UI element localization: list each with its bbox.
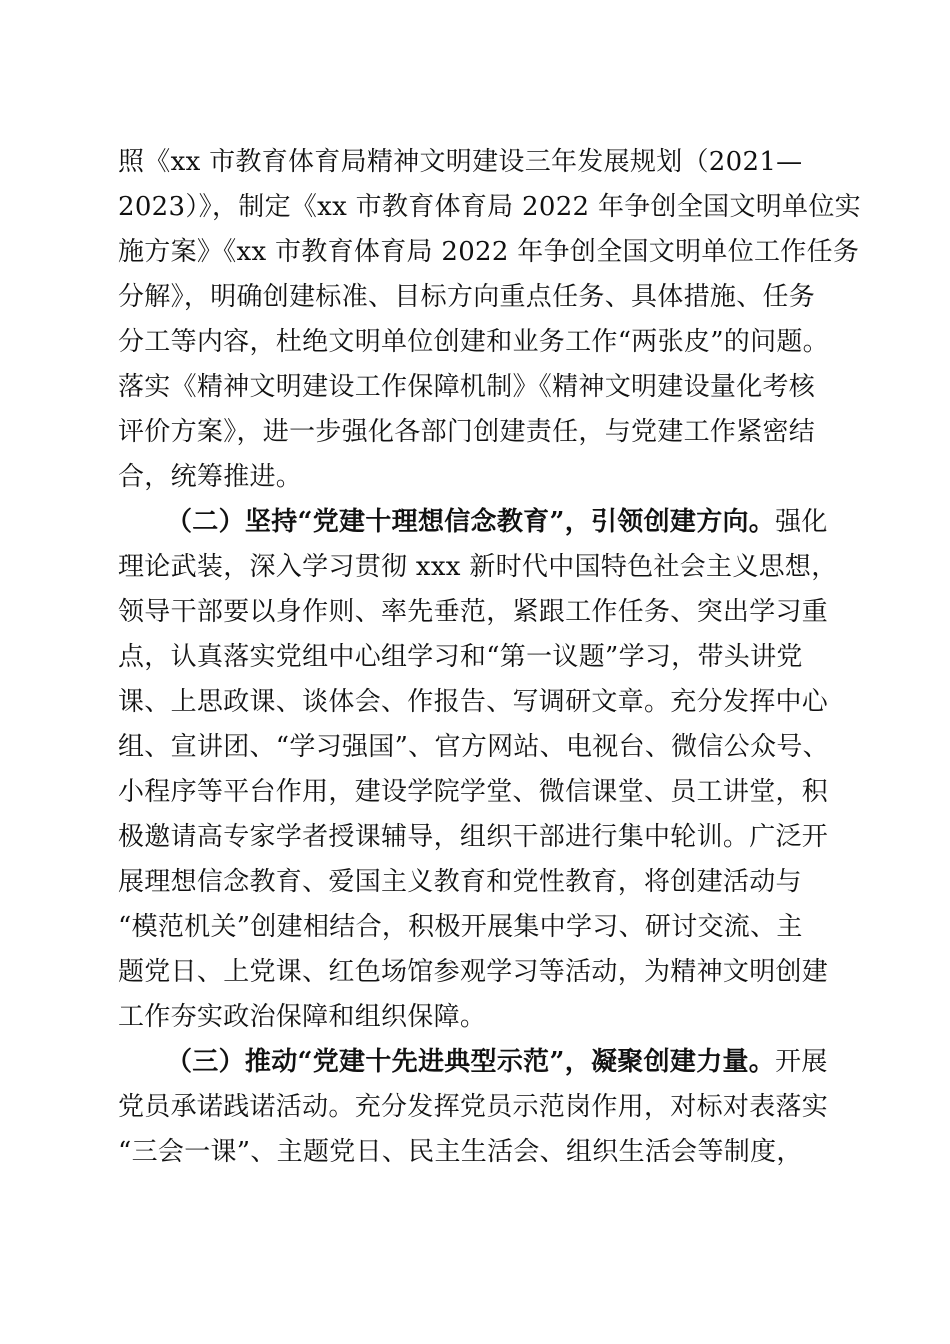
paragraph-1 (118, 140, 861, 500)
text-line: 照《xx 市教育体育局精神文明建设三年发展规划（2021— (118, 147, 803, 177)
text-segment: 强化 (775, 507, 828, 537)
text-line: 课、上思政课、谈体会、作报告、写调研文章。充分发挥中心 (118, 687, 829, 717)
text-line: 领导干部要以身作则、率先垂范，紧跟工作任务、突出学习重 (118, 597, 829, 627)
text-line: 分工等内容，杜绝文明单位创建和业务工作“两张皮”的问题。 (118, 327, 829, 357)
text-line: 合，统筹推进。 (118, 462, 303, 492)
section-heading: （二）坚持“党建十理想信念教育”，引领创建方向。 (166, 507, 776, 537)
paragraph-3 (118, 1040, 838, 1175)
text-line: 落实《精神文明建设工作保障机制》《精神文明建设量化考核 (118, 372, 816, 402)
text-line: 点，认真落实党组中心组学习和“第一议题”学习，带头讲党 (118, 642, 803, 672)
text-line: 工作夯实政治保障和组织保障。 (118, 1002, 487, 1032)
paragraph-2 (118, 500, 838, 1040)
section-heading: （三）推动“党建十先进典型示范”，凝聚创建力量。 (166, 1047, 776, 1077)
paragraph-first-line (118, 500, 838, 545)
text-line: 评价方案》，进一步强化各部门创建责任，与党建工作紧密结 (118, 417, 816, 447)
text-line: 2023）》，制定《xx 市教育体育局 2022 年争创全国文明单位实 (118, 192, 861, 222)
text-line: 施方案》《xx 市教育体育局 2022 年争创全国文明单位工作任务 (118, 237, 860, 267)
text-line: 理论武装，深入学习贯彻 xxx 新时代中国特色社会主义思想， (118, 552, 838, 582)
text-segment: 开展 (775, 1047, 828, 1077)
text-line: 党员承诺践诺活动。充分发挥党员示范岗作用，对标对表落实 (118, 1092, 829, 1122)
text-line: 分解》，明确创建标准、目标方向重点任务、具体措施、任务 (118, 282, 816, 312)
paragraph-first-line (118, 1040, 838, 1085)
text-line: “模范机关”创建相结合，积极开展集中学习、研讨交流、主 (118, 912, 803, 942)
document-body (118, 140, 861, 1175)
text-line: 小程序等平台作用，建设学院学堂、微信课堂、员工讲堂，积 (118, 777, 829, 807)
text-line: 题党日、上党课、红色场馆参观学习等活动，为精神文明创建 (118, 957, 829, 987)
text-line: 展理想信念教育、爱国主义教育和党性教育，将创建活动与 (118, 867, 802, 897)
text-line: 极邀请高专家学者授课辅导，组织干部进行集中轮训。广泛开 (118, 822, 829, 852)
text-line: “三会一课”、主题党日、民主生活会、组织生活会等制度， (118, 1137, 803, 1167)
text-line: 组、宣讲团、“学习强国”、官方网站、电视台、微信公众号、 (118, 732, 829, 762)
